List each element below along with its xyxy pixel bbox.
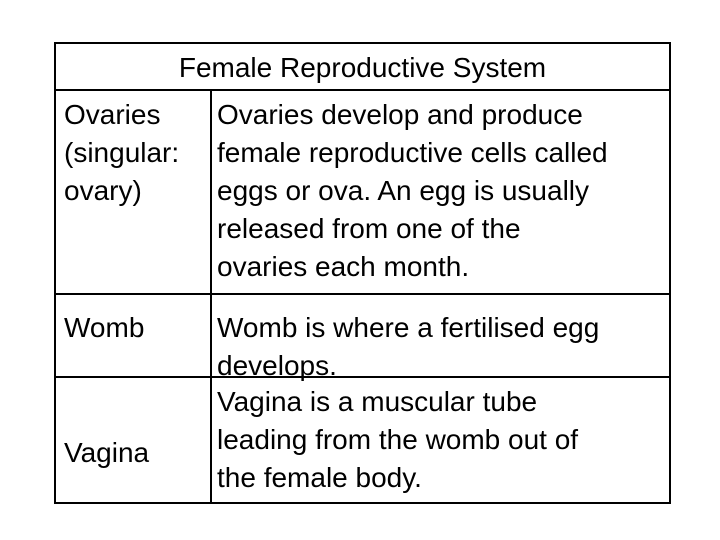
reproductive-system-table [54,42,671,504]
table-row-womb [56,295,669,381]
term-womb: Womb [64,312,145,343]
table-row-ovaries [56,91,669,295]
table-row-vagina [56,378,669,502]
column-divider [210,91,212,293]
term-vagina: Vagina [64,437,150,468]
description-vagina: Vagina is a muscular tube leading from the womb out of the female body. [217,386,579,493]
table-title: Female Reproductive System [56,44,669,91]
column-divider [210,295,212,376]
description-ovaries: Ovaries develop and produce female reproductive cells called eggs or ova. An egg is usually released from one of the ovaries each month. [217,99,608,282]
term-ovaries: Ovaries (singular: ovary) [64,99,180,206]
description-womb: Womb is where a fertilised egg develops. [217,312,600,381]
column-divider [210,378,212,502]
